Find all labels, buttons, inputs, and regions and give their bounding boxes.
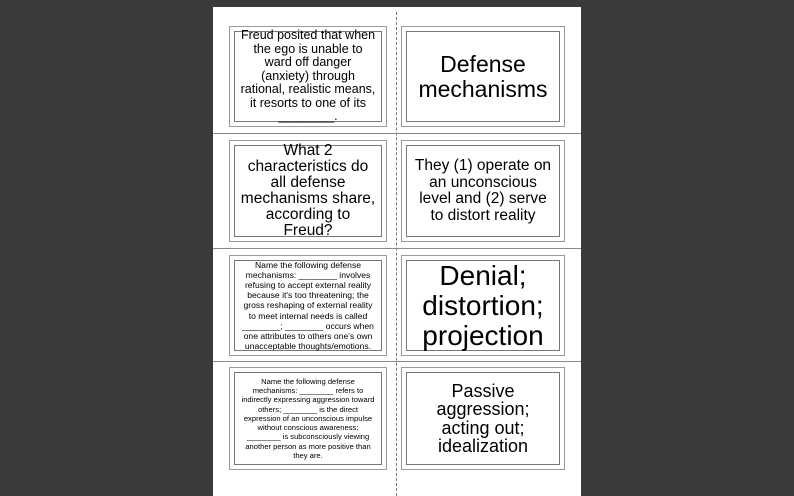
row-cut-line [213,248,581,249]
answer-card [401,255,565,356]
answer-card [401,140,565,242]
question-text: What 2 characteristics do all defense mechanisms share, according to Freud? [240,142,376,239]
answer-text: Denial; distortion; projection [422,259,544,351]
question-card [229,140,387,242]
question-text: Name the following defense mechanisms: ________ refers to indirectly expressing aggression toward others; ________ is the direct expression of an unconscious impulse without conscious awareness; ________ is subconsciously viewing another person as more positive than they are. [241,376,375,461]
flashcard-sheet [213,7,581,496]
answer-text: Passive aggression; acting out; idealization [436,380,530,456]
question-card [229,26,387,127]
row-cut-line [213,133,581,134]
question-text: Name the following defense mechanisms: ________ involves refusing to accept external reality because it's too threatening; the gross reshaping of external reality to meet internal needs is called ________; ________ occurs when one attributes to others one's own unacceptable thoughts/emotions. [242,259,374,352]
question-text: Freud posited that when the ego is unable to ward off danger (anxiety) through rational, realistic means, it resorts to one of its ________. [240,28,376,124]
answer-text: Defense mechanisms [418,50,548,102]
question-card [229,367,387,470]
row-cut-line [213,361,581,362]
answer-text: They (1) operate on an unconscious level and (2) serve to distort reality [414,157,552,224]
vertical-cut-line [396,12,397,496]
answer-card [401,367,565,470]
answer-card [401,26,565,127]
question-card [229,255,387,356]
